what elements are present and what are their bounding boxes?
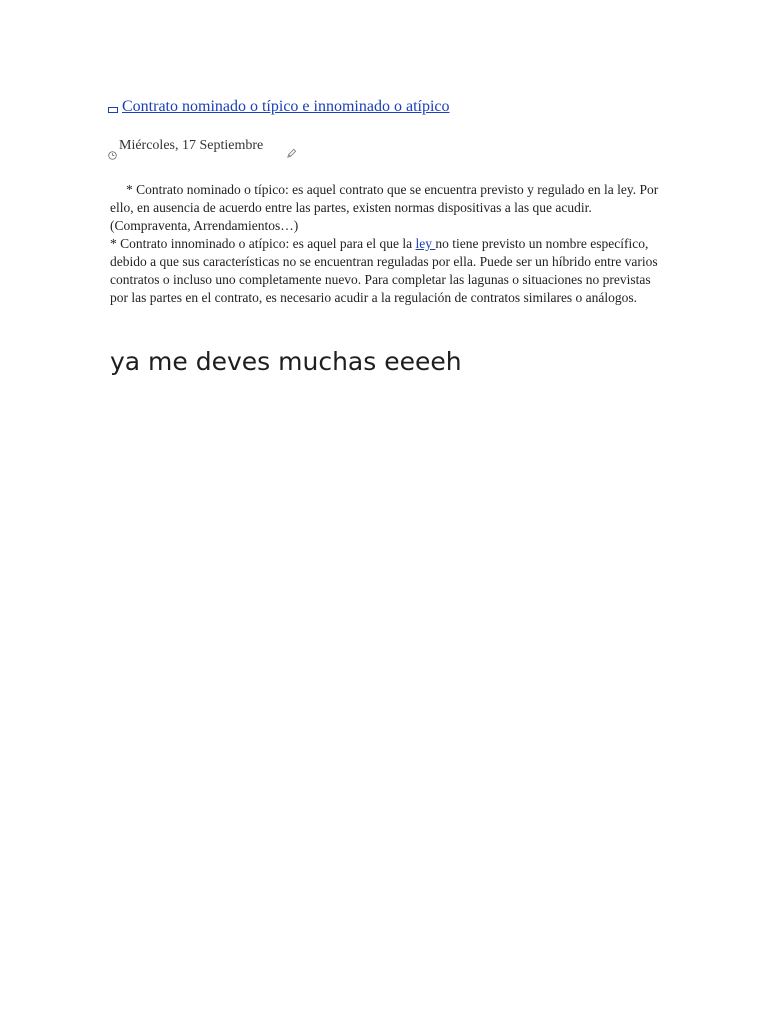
article-date: Miércoles, 17 Septiembre: [119, 138, 264, 153]
comment-heading: ya me deves muchas eeeeh: [110, 347, 462, 376]
article-date-row: [108, 138, 408, 164]
paragraph-typical-contract: [110, 181, 660, 235]
paragraph-atypical-text-end: no tiene previsto un nombre específico, debido a que sus características no se encuentran reguladas por ella. Puede ser un híbrido entre varios contratos o incluso uno completamente nuevo. Para completar las lagunas o situaciones no previstas por las partes en el contrato, es necesario acudir a la regulación de contratos similares o análogos.: [110, 236, 658, 305]
link-box-icon: [108, 107, 118, 113]
article-body: [110, 181, 660, 307]
paragraph-typical-text: * Contrato nominado o típico: es aquel contrato que se encuentra previsto y regulado en la ley. Por ello, en ausencia de acuerdo entre las partes, existen normas dispositivas a las que acudir. (Compraventa, Arrendamientos…): [110, 182, 659, 233]
ley-link[interactable]: ley: [415, 236, 436, 251]
paragraph-atypical-contract: [110, 235, 660, 307]
pencil-icon[interactable]: [286, 148, 297, 159]
article-title-row: [108, 98, 708, 120]
clock-icon: [108, 151, 117, 160]
article-title-link[interactable]: Contrato nominado o típico e innominado o atípico: [122, 98, 450, 115]
paragraph-atypical-text-start: * Contrato innominado o atípico: es aquel para el que la: [110, 236, 416, 251]
